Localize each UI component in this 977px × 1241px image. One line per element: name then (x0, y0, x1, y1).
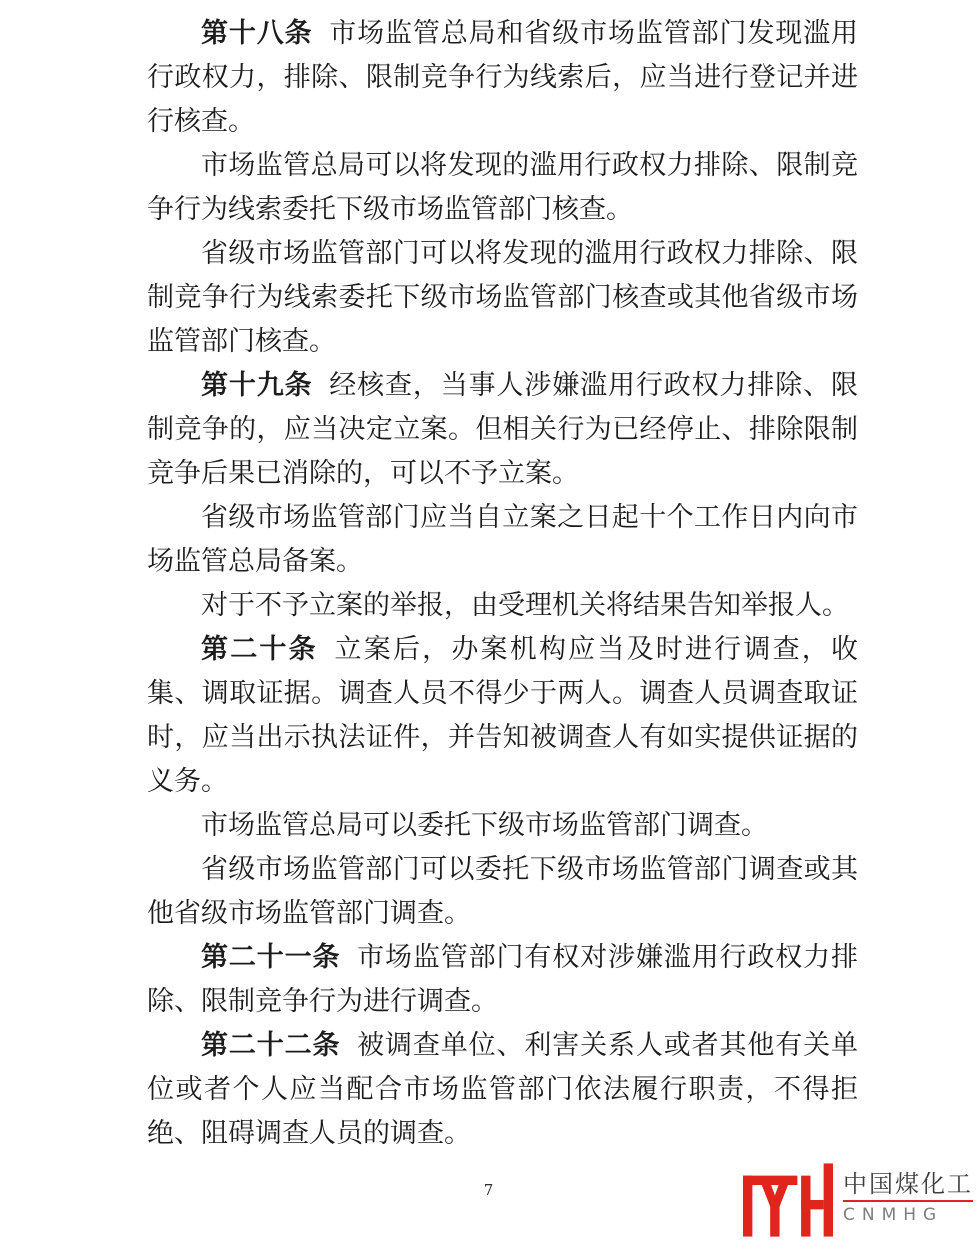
article-text: 被调查单位、利害关系人或者其他有关单位或者个人应当配合市场监管部门依法履行职责，不得拒绝、阻碍调查人员的调查。 (147, 1030, 859, 1149)
article-number: 第十九条 (201, 370, 313, 401)
logo-divider (843, 1200, 973, 1202)
article-number: 第十八条 (201, 18, 313, 49)
article-number: 第二十条 (201, 634, 318, 665)
article-text: 市场监管总局和省级市场监管部门发现滥用行政权力，排除、限制竞争行为线索后，应当进行登记并进行核查。 (147, 18, 859, 137)
paragraph-article-19 (147, 364, 858, 496)
cnmhg-logo-text (843, 1161, 973, 1225)
cnmhg-logo (743, 1161, 973, 1237)
article-text: 市场监管部门有权对涉嫌滥用行政权力排除、限制竞争行为进行调查。 (147, 942, 859, 1017)
article-text: 市场监管总局可以委托下级市场监管部门调查。 (201, 810, 768, 841)
article-text: 经核查，当事人涉嫌滥用行政权力排除、限制竞争的，应当决定立案。但相关行为已经停止、排除限制竞争后果已消除的，可以不予立案。 (147, 370, 859, 489)
paragraph (147, 848, 858, 936)
article-number: 第二十一条 (201, 942, 341, 973)
document-body (147, 12, 858, 1156)
logo-name-chinese: 中国煤化工 (843, 1170, 973, 1198)
paragraph-article-22 (147, 1024, 858, 1156)
paragraph (147, 144, 858, 232)
article-text: 对于不予立案的举报，由受理机关将结果告知举报人。 (201, 590, 849, 621)
article-text: 省级市场监管部门可以委托下级市场监管部门调查或其他省级市场监管部门调查。 (147, 854, 858, 929)
article-text: 立案后，办案机构应当及时进行调查，收集、调取证据。调查人员不得少于两人。调查人员调查取证时，应当出示执法证件，并告知被调查人有如实提供证据的义务。 (147, 634, 858, 797)
paragraph (147, 804, 858, 848)
article-text: 市场监管总局可以将发现的滥用行政权力排除、限制竞争行为线索委托下级市场监管部门核查。 (147, 150, 858, 225)
page-number: 7 (483, 1181, 494, 1199)
logo-name-english: CNMHG (843, 1205, 944, 1225)
article-text: 省级市场监管部门应当自立案之日起十个工作日内向市场监管总局备案。 (147, 502, 858, 577)
article-number: 第二十二条 (201, 1030, 341, 1061)
paragraph-article-18 (147, 12, 858, 144)
paragraph-article-21 (147, 936, 858, 1024)
cnmhg-monogram-icon (743, 1163, 833, 1237)
paragraph-article-20 (147, 628, 858, 804)
paragraph (147, 496, 858, 584)
paragraph (147, 232, 858, 364)
paragraph (147, 584, 858, 628)
article-text: 省级市场监管部门可以将发现的滥用行政权力排除、限制竞争行为线索委托下级市场监管部门核查或其他省级市场监管部门核查。 (147, 238, 858, 357)
